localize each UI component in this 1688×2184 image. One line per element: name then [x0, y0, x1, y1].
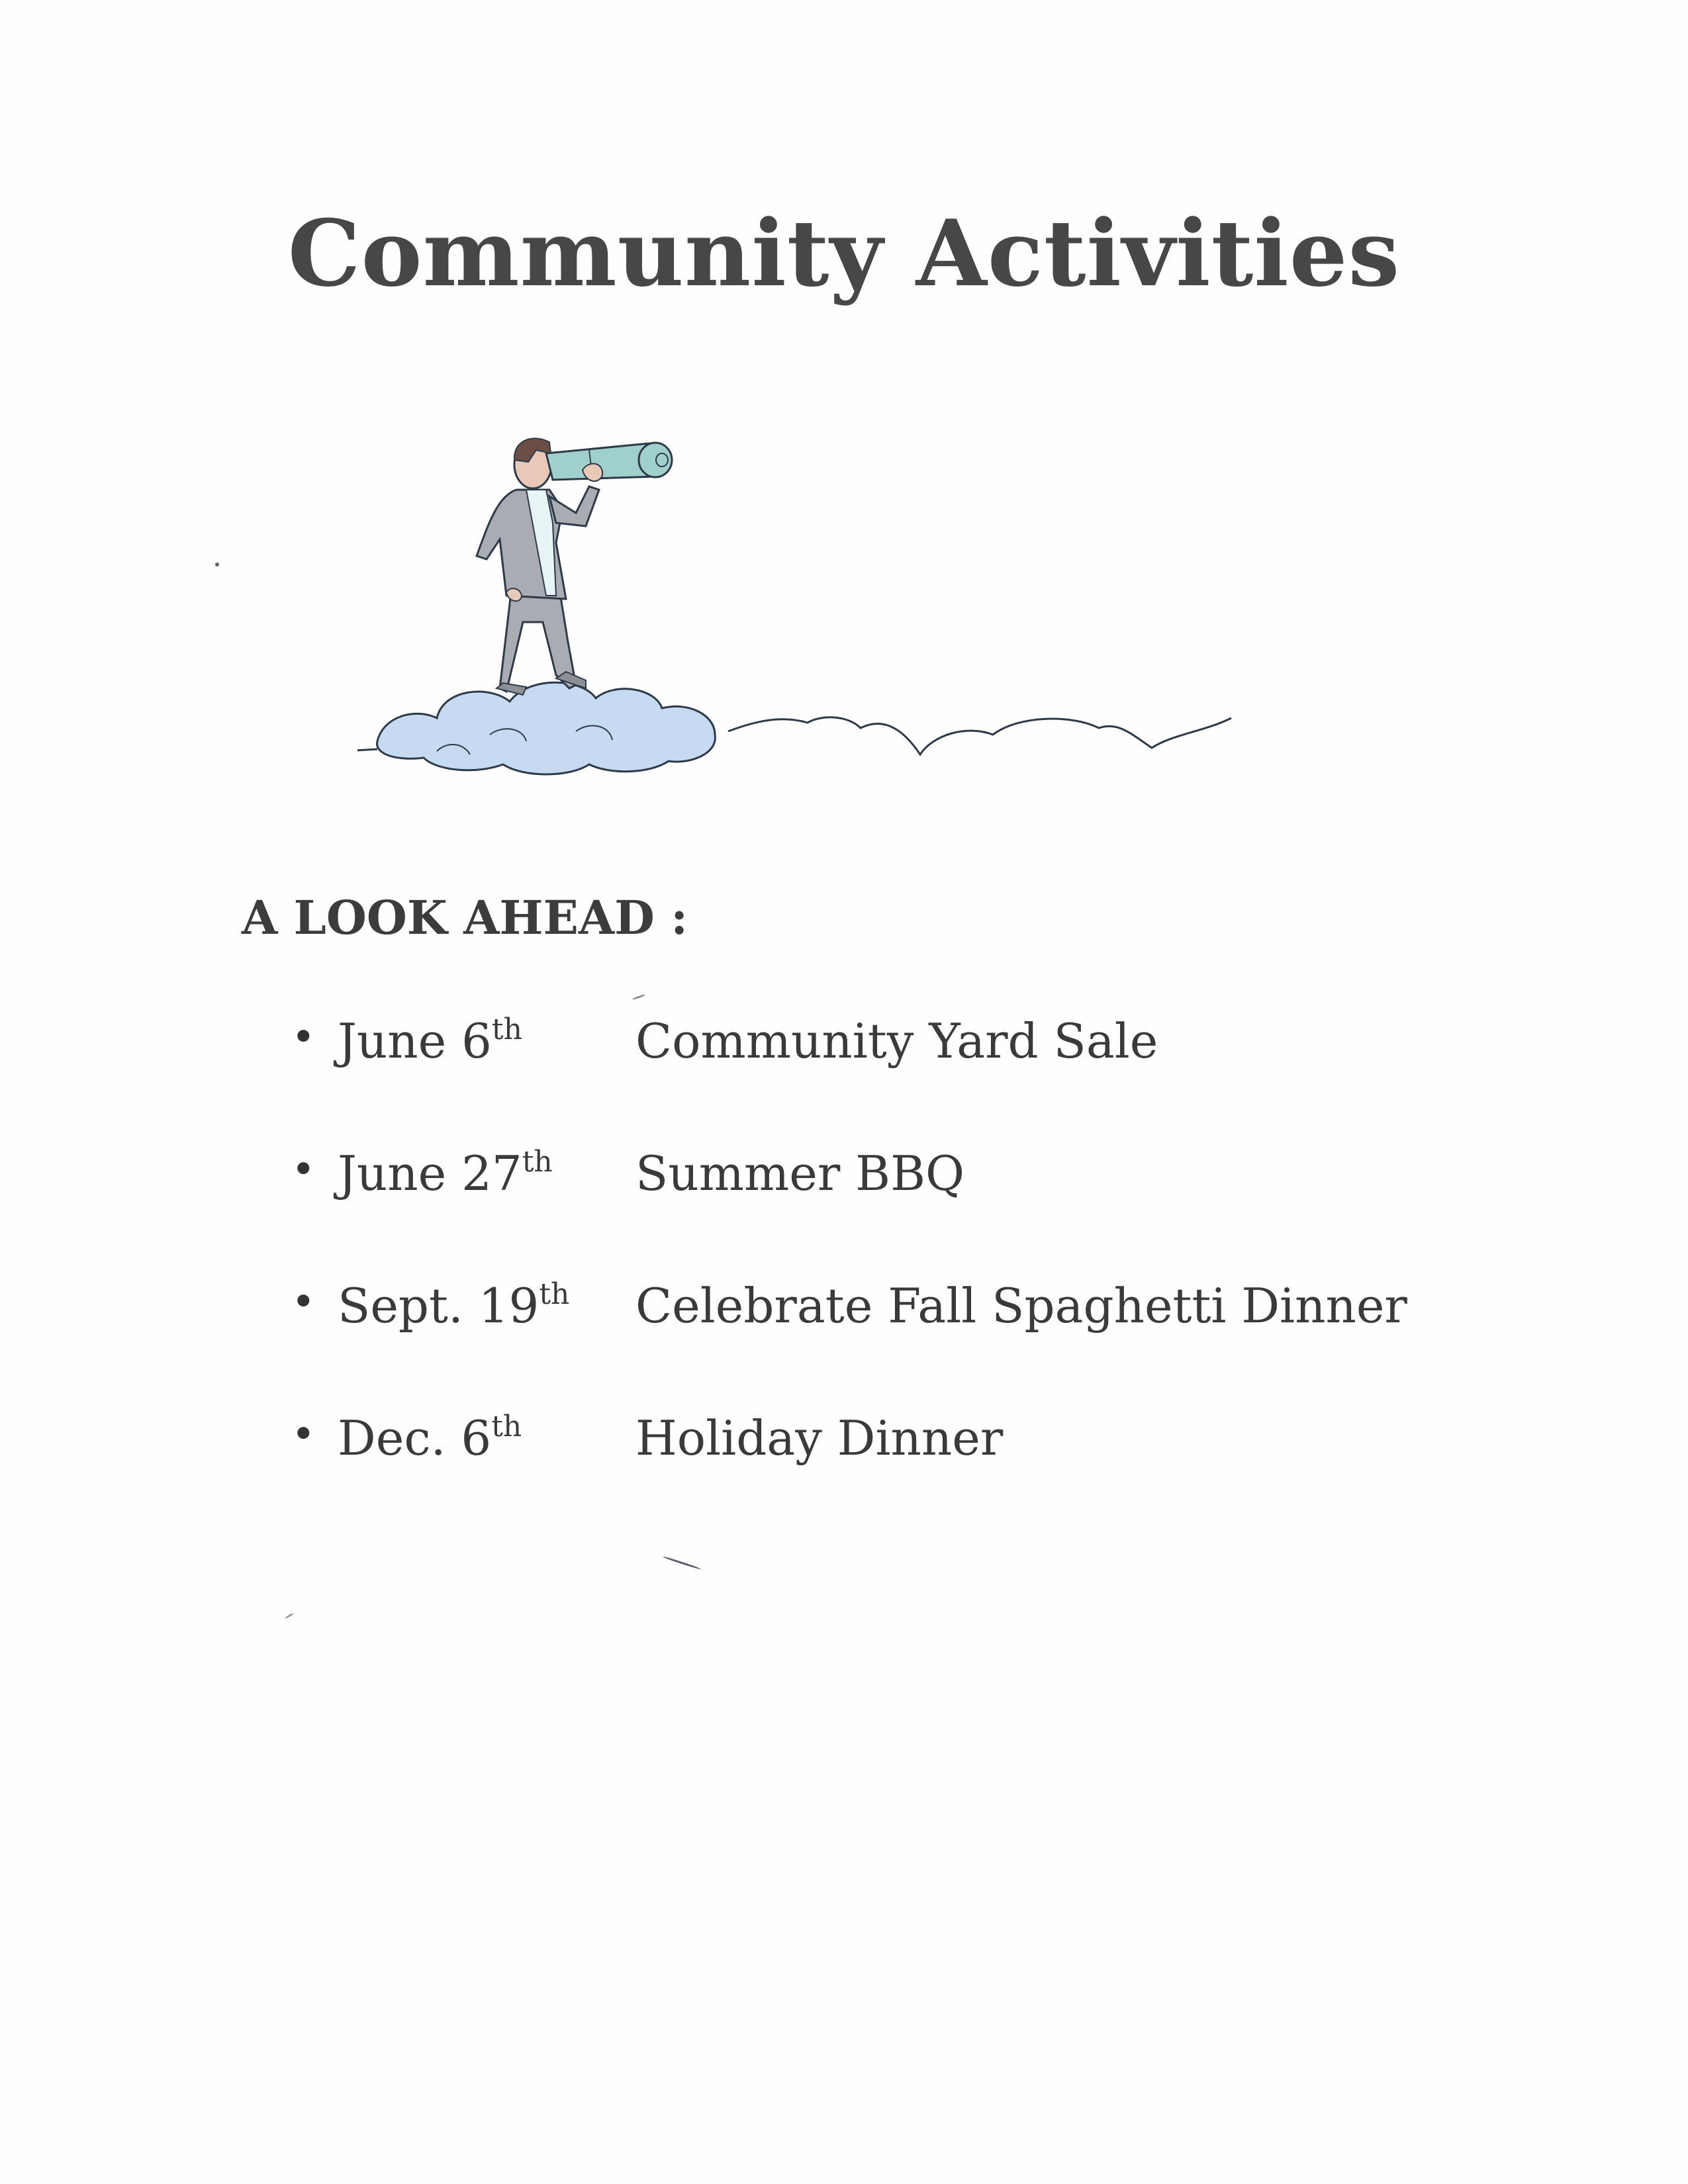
bullet-icon: • [291, 1277, 316, 1326]
event-list [291, 1013, 1483, 1542]
bullet-icon: • [291, 1145, 316, 1193]
event-name: Summer BBQ [635, 1146, 965, 1201]
scan-speck [215, 563, 219, 567]
ordinal-suffix: th [491, 1013, 522, 1046]
bullet-icon: • [291, 1410, 316, 1458]
scan-speck [632, 994, 645, 1001]
bullet-icon: • [291, 1013, 316, 1061]
ordinal-suffix: th [539, 1277, 570, 1311]
event-date: June 27th [338, 1145, 553, 1201]
event-date: Sept. 19th [338, 1277, 570, 1334]
cloud-trail-line [728, 717, 1231, 754]
event-name: Celebrate Fall Spaghetti Dinner [635, 1278, 1407, 1334]
man-with-telescope-on-cloud-icon [357, 424, 1311, 794]
event-name: Holiday Dinner [635, 1410, 1004, 1466]
page-title: Community Activities [287, 199, 1401, 307]
event-date: June 6th [338, 1013, 522, 1069]
event-date: Dec. 6th [338, 1410, 522, 1466]
ordinal-suffix: th [491, 1410, 522, 1443]
man-arm [549, 486, 599, 526]
list-item [291, 1013, 1483, 1145]
section-heading: A LOOK AHEAD : [242, 890, 688, 945]
event-name: Community Yard Sale [635, 1013, 1158, 1069]
scan-speck [663, 1556, 701, 1570]
list-item [291, 1145, 1483, 1277]
list-item [291, 1410, 1483, 1542]
ordinal-suffix: th [522, 1145, 553, 1179]
list-item [291, 1277, 1483, 1410]
scan-speck [285, 1613, 294, 1619]
cloud-shape [377, 682, 716, 774]
